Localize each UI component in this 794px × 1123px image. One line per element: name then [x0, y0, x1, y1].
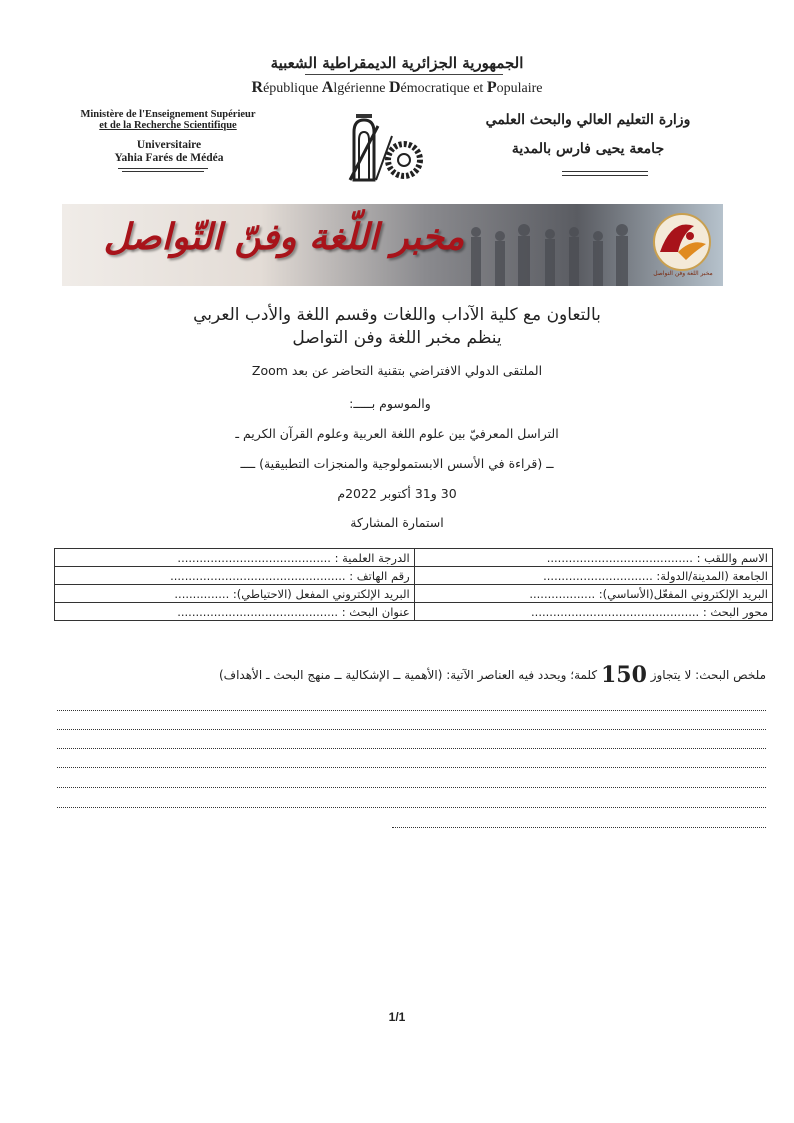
abstract-word-limit: 150: [600, 662, 647, 688]
topic-line-1: التراسل المعرفيّ بين علوم اللغة العربية وعلوم القرآن الكريم ـ: [235, 426, 559, 441]
titled-line: والموسوم بـــــ:: [349, 396, 431, 411]
university-arabic: جامعة يحيى فارس بالمدية: [511, 141, 665, 157]
banner-title: مخبر اللّغة وفنّ التّواصل: [103, 216, 465, 258]
cooperation-line: بالتعاون مع كلية الآداب واللغات وقسم اللغة والأدب العربي: [193, 305, 601, 325]
backup-email-field[interactable]: البريد الإلكتروني المفعل (الاحتياطي): ...............: [55, 585, 415, 603]
name-field[interactable]: الاسم واللقب : ........................................: [414, 549, 772, 567]
academic-degree-field[interactable]: الدرجة العلمية : ..........................................: [55, 549, 415, 567]
university-french: [95, 139, 243, 165]
university-logo-icon: [346, 106, 428, 182]
table-row: [55, 549, 773, 567]
participation-form-table: [54, 548, 773, 621]
organizer-line: ينظم مخبر اللغة وفن التواصل: [292, 328, 502, 348]
university-french-underline: [118, 168, 208, 169]
ministry-french-line-1: Ministère de l'Enseignement Supérieur: [80, 109, 256, 120]
research-axis-field[interactable]: محور البحث : ..............................................: [414, 603, 772, 621]
abstract-line[interactable]: [57, 709, 766, 711]
republic-title-arabic: الجمهورية الجزائرية الديمقراطية الشعبية: [270, 54, 524, 72]
republic-word-2-initial: A: [321, 79, 334, 96]
table-row: [55, 567, 773, 585]
abstract-instructions: [0, 662, 766, 688]
republic-word-4-rest: opulaire: [496, 81, 543, 96]
abstract-line[interactable]: [57, 728, 766, 730]
laboratory-banner: [62, 204, 723, 286]
university-field[interactable]: الجامعة (المدينة/الدولة: ..............................: [414, 567, 772, 585]
republic-word-3-initial: D: [388, 79, 401, 96]
abstract-line[interactable]: [57, 766, 766, 768]
form-title: استمارة المشاركة: [350, 515, 444, 530]
abstract-prefix: ملخص البحث: لا يتجاوز: [650, 668, 766, 682]
abstract-line[interactable]: [57, 786, 766, 788]
republic-word-3-rest: émocratique et: [400, 81, 487, 96]
republic-word-4-initial: P: [486, 79, 497, 96]
republic-title-underline: [305, 74, 503, 75]
abstract-line[interactable]: [392, 826, 766, 828]
table-row: [55, 603, 773, 621]
research-title-field[interactable]: عنوان البحث : ............................................: [55, 603, 415, 621]
ministry-french: [78, 109, 258, 131]
republic-word-1-initial: R: [251, 79, 264, 96]
phone-field[interactable]: رقم الهاتف : ................................................: [55, 567, 415, 585]
ministry-arabic: وزارة التعليم العالي والبحث العلمي: [485, 112, 691, 128]
university-french-underline-2: [122, 171, 204, 172]
abstract-line[interactable]: [57, 747, 766, 749]
abstract-line[interactable]: [57, 806, 766, 808]
conference-dates: 30 و31 أكتوبر 2022م: [337, 486, 457, 501]
republic-word-1-rest: épublique: [263, 81, 322, 96]
university-french-line-2: Yahia Farés de Médéa: [114, 152, 224, 164]
primary-email-field[interactable]: البريد الإلكتروني المفعّل(الأساسي): ..................: [414, 585, 772, 603]
banner-logo-caption: مخبر اللغة وفن التواصل: [653, 270, 713, 277]
table-row: [55, 585, 773, 603]
university-arabic-underline-2: [562, 175, 648, 176]
ministry-french-line-2: et de la Recherche Scientifique: [99, 120, 237, 131]
topic-line-2: ــ (قراءة في الأسس الابستمولوجية والمنجزات التطبيقية) ــــ: [240, 456, 554, 471]
republic-title-french: [0, 79, 794, 97]
university-arabic-underline: [562, 171, 648, 172]
conference-line: الملتقى الدولي الافتراضي بتقنية التحاضر عن بعد Zoom: [251, 363, 543, 378]
university-french-line-1: Universitaire: [136, 139, 202, 151]
abstract-suffix: كلمة؛ ويحدد فيه العناصر الآتية: (الأهمية ــ الإشكالية ــ منهج البحث ـ الأهداف): [218, 668, 598, 682]
page-number: 1/1: [388, 1010, 406, 1024]
people-silhouettes-icon: [462, 224, 642, 286]
republic-word-2-rest: lgérienne: [333, 81, 389, 96]
